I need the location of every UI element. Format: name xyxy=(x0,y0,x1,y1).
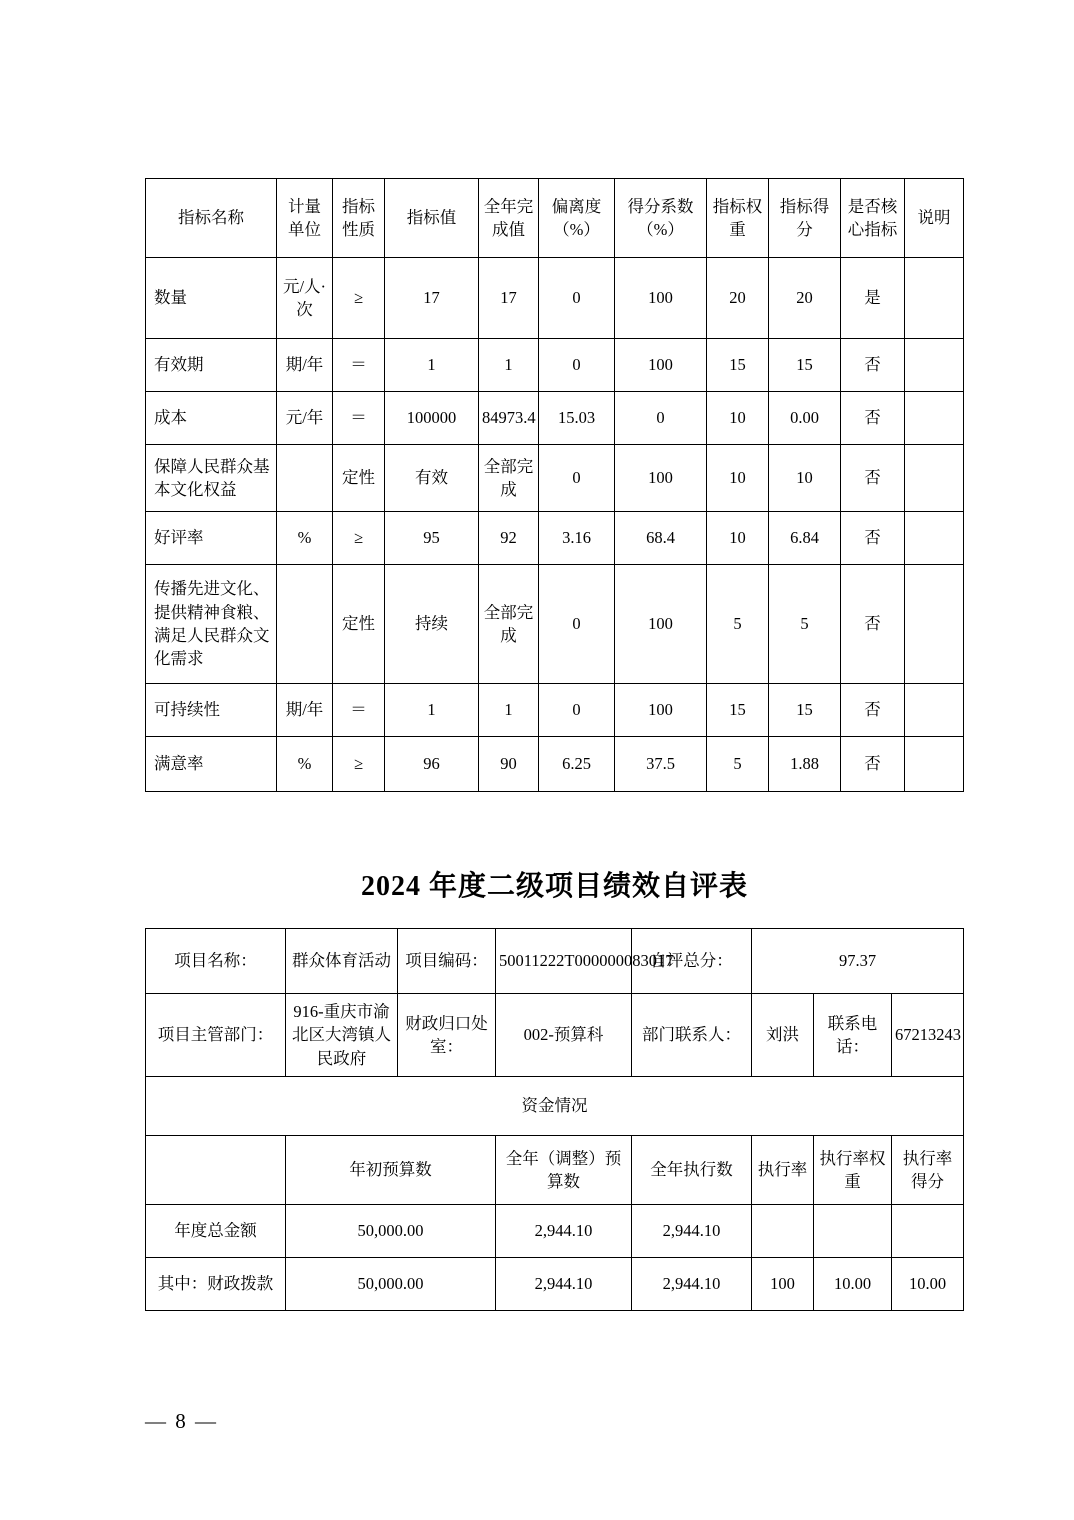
cell-indicator-name: 可持续性 xyxy=(146,684,277,737)
cell-score: 1.88 xyxy=(769,737,841,792)
cell-target: 95 xyxy=(385,512,479,565)
funds-col-header-initial-budget: 年初预算数 xyxy=(286,1136,496,1205)
cell-score: 0.00 xyxy=(769,392,841,445)
page-title: 2024 年度二级项目绩效自评表 xyxy=(360,871,748,902)
cell-deviation: 0 xyxy=(539,565,615,684)
funds-cell-rate: 100 xyxy=(752,1258,814,1311)
cell-unit: % xyxy=(277,737,333,792)
cell-core: 否 xyxy=(841,339,905,392)
cell-score: 20 xyxy=(769,258,841,339)
col-header-target-value: 指标值 xyxy=(385,179,479,258)
cell-indicator-name: 满意率 xyxy=(146,737,277,792)
cell-actual: 全部完成 xyxy=(479,565,539,684)
col-header-score: 指标得分 xyxy=(769,179,841,258)
cell-actual: 17 xyxy=(479,258,539,339)
cell-unit: 元/年 xyxy=(277,392,333,445)
cell-actual: 90 xyxy=(479,737,539,792)
table-header-row xyxy=(146,179,964,258)
cell-target: 1 xyxy=(385,684,479,737)
cell-note xyxy=(905,737,964,792)
funds-cell-executed: 2,944.10 xyxy=(632,1258,752,1311)
table-row xyxy=(146,258,964,339)
cell-weight: 20 xyxy=(707,258,769,339)
cell-note xyxy=(905,445,964,512)
project-self-evaluation-table xyxy=(145,928,964,1311)
cell-core: 否 xyxy=(841,392,905,445)
label-finance-office: 财政归口处室： xyxy=(398,994,496,1077)
value-contact-person: 刘洪 xyxy=(752,994,814,1077)
cell-target: 1 xyxy=(385,339,479,392)
cell-deviation: 15.03 xyxy=(539,392,615,445)
page-number: — 8 — xyxy=(145,1409,218,1433)
cell-core: 否 xyxy=(841,684,905,737)
cell-coefficient: 100 xyxy=(615,339,707,392)
cell-weight: 10 xyxy=(707,512,769,565)
funds-row-label: 年度总金额 xyxy=(146,1205,286,1258)
cell-target: 持续 xyxy=(385,565,479,684)
cell-weight: 5 xyxy=(707,565,769,684)
cell-note xyxy=(905,392,964,445)
funds-cell-adjusted-budget: 2,944.10 xyxy=(496,1205,632,1258)
col-header-note: 说明 xyxy=(905,179,964,258)
table-row xyxy=(146,737,964,792)
cell-nature: ＝ xyxy=(333,339,385,392)
label-department: 项目主管部门： xyxy=(146,994,286,1077)
cell-weight: 15 xyxy=(707,339,769,392)
cell-score: 10 xyxy=(769,445,841,512)
cell-actual: 84973.4 xyxy=(479,392,539,445)
cell-deviation: 0 xyxy=(539,684,615,737)
table-row xyxy=(146,392,964,445)
funds-cell-initial-budget: 50,000.00 xyxy=(286,1258,496,1311)
cell-note xyxy=(905,565,964,684)
cell-note xyxy=(905,339,964,392)
cell-indicator-name: 成本 xyxy=(146,392,277,445)
col-header-deviation: 偏离度（%） xyxy=(539,179,615,258)
col-header-weight: 指标权重 xyxy=(707,179,769,258)
cell-indicator-name: 好评率 xyxy=(146,512,277,565)
cell-target: 96 xyxy=(385,737,479,792)
cell-coefficient: 100 xyxy=(615,684,707,737)
funds-cell-initial-budget: 50,000.00 xyxy=(286,1205,496,1258)
value-self-score: 97.37 xyxy=(752,929,964,994)
table-row xyxy=(146,684,964,737)
funds-cell-rate-weight xyxy=(814,1205,892,1258)
cell-nature: ＝ xyxy=(333,684,385,737)
funds-row-label: 其中：财政拨款 xyxy=(146,1258,286,1311)
cell-target: 有效 xyxy=(385,445,479,512)
cell-deviation: 6.25 xyxy=(539,737,615,792)
cell-note xyxy=(905,258,964,339)
label-contact-person: 部门联系人： xyxy=(632,994,752,1077)
col-header-coefficient: 得分系数（%） xyxy=(615,179,707,258)
funds-col-header-adjusted-budget: 全年（调整）预算数 xyxy=(496,1136,632,1205)
cell-weight: 5 xyxy=(707,737,769,792)
cell-coefficient: 0 xyxy=(615,392,707,445)
value-project-name: 群众体育活动 xyxy=(286,929,398,994)
cell-core: 否 xyxy=(841,565,905,684)
cell-indicator-name: 有效期 xyxy=(146,339,277,392)
cell-actual: 1 xyxy=(479,684,539,737)
cell-unit xyxy=(277,565,333,684)
cell-indicator-name: 传播先进文化、提供精神食粮、满足人民群众文化需求 xyxy=(146,565,277,684)
label-contact-phone: 联系电话： xyxy=(814,994,892,1077)
col-header-core: 是否核心指标 xyxy=(841,179,905,258)
cell-target: 17 xyxy=(385,258,479,339)
cell-actual: 1 xyxy=(479,339,539,392)
cell-nature: 定性 xyxy=(333,565,385,684)
cell-deviation: 0 xyxy=(539,445,615,512)
col-header-indicator-name: 指标名称 xyxy=(146,179,277,258)
cell-nature: ≥ xyxy=(333,737,385,792)
funds-col-header-blank xyxy=(146,1136,286,1205)
label-project-name: 项目名称： xyxy=(146,929,286,994)
cell-unit xyxy=(277,445,333,512)
table-row-department xyxy=(146,994,964,1077)
cell-nature: ＝ xyxy=(333,392,385,445)
cell-deviation: 0 xyxy=(539,339,615,392)
table-row-funds-total xyxy=(146,1205,964,1258)
cell-deviation: 3.16 xyxy=(539,512,615,565)
cell-unit: 元/人·次 xyxy=(277,258,333,339)
funds-col-header-rate-weight: 执行率权重 xyxy=(814,1136,892,1205)
cell-nature: 定性 xyxy=(333,445,385,512)
value-contact-phone: 67213243 xyxy=(892,994,964,1077)
funds-col-header-rate: 执行率 xyxy=(752,1136,814,1205)
cell-coefficient: 37.5 xyxy=(615,737,707,792)
cell-weight: 10 xyxy=(707,445,769,512)
table-row-funds-header xyxy=(146,1136,964,1205)
funds-cell-adjusted-budget: 2,944.10 xyxy=(496,1258,632,1311)
cell-score: 15 xyxy=(769,684,841,737)
value-department: 916-重庆市渝北区大湾镇人民政府 xyxy=(286,994,398,1077)
cell-core: 否 xyxy=(841,737,905,792)
cell-weight: 15 xyxy=(707,684,769,737)
funds-cell-executed: 2,944.10 xyxy=(632,1205,752,1258)
cell-score: 5 xyxy=(769,565,841,684)
value-project-code: 50011222T000000083017 xyxy=(496,929,632,994)
funds-cell-rate-score: 10.00 xyxy=(892,1258,964,1311)
funds-section-title: 资金情况 xyxy=(146,1077,964,1136)
funds-cell-rate-score xyxy=(892,1205,964,1258)
table-row-funds-appropriation xyxy=(146,1258,964,1311)
cell-coefficient: 100 xyxy=(615,258,707,339)
cell-unit: 期/年 xyxy=(277,339,333,392)
cell-unit: % xyxy=(277,512,333,565)
cell-nature: ≥ xyxy=(333,512,385,565)
cell-actual: 92 xyxy=(479,512,539,565)
funds-cell-rate xyxy=(752,1205,814,1258)
col-header-actual-value: 全年完成值 xyxy=(479,179,539,258)
cell-deviation: 0 xyxy=(539,258,615,339)
performance-indicator-table xyxy=(145,178,964,792)
funds-col-header-executed: 全年执行数 xyxy=(632,1136,752,1205)
col-header-unit: 计量单位 xyxy=(277,179,333,258)
cell-score: 6.84 xyxy=(769,512,841,565)
cell-unit: 期/年 xyxy=(277,684,333,737)
col-header-nature: 指标性质 xyxy=(333,179,385,258)
table-row xyxy=(146,445,964,512)
table-row-project-name xyxy=(146,929,964,994)
cell-coefficient: 100 xyxy=(615,565,707,684)
cell-indicator-name: 保障人民群众基本文化权益 xyxy=(146,445,277,512)
cell-target: 100000 xyxy=(385,392,479,445)
cell-score: 15 xyxy=(769,339,841,392)
table-row-funds-title xyxy=(146,1077,964,1136)
label-self-score: 自评总分： xyxy=(632,929,752,994)
cell-nature: ≥ xyxy=(333,258,385,339)
cell-core: 否 xyxy=(841,445,905,512)
funds-col-header-rate-score: 执行率得分 xyxy=(892,1136,964,1205)
cell-core: 否 xyxy=(841,512,905,565)
cell-coefficient: 100 xyxy=(615,445,707,512)
cell-core: 是 xyxy=(841,258,905,339)
cell-coefficient: 68.4 xyxy=(615,512,707,565)
cell-indicator-name: 数量 xyxy=(146,258,277,339)
funds-cell-rate-weight: 10.00 xyxy=(814,1258,892,1311)
table-row xyxy=(146,565,964,684)
table-row xyxy=(146,339,964,392)
label-project-code: 项目编码： xyxy=(398,929,496,994)
table-row xyxy=(146,512,964,565)
value-finance-office: 002-预算科 xyxy=(496,994,632,1077)
cell-actual: 全部完成 xyxy=(479,445,539,512)
cell-note xyxy=(905,684,964,737)
cell-note xyxy=(905,512,964,565)
cell-weight: 10 xyxy=(707,392,769,445)
